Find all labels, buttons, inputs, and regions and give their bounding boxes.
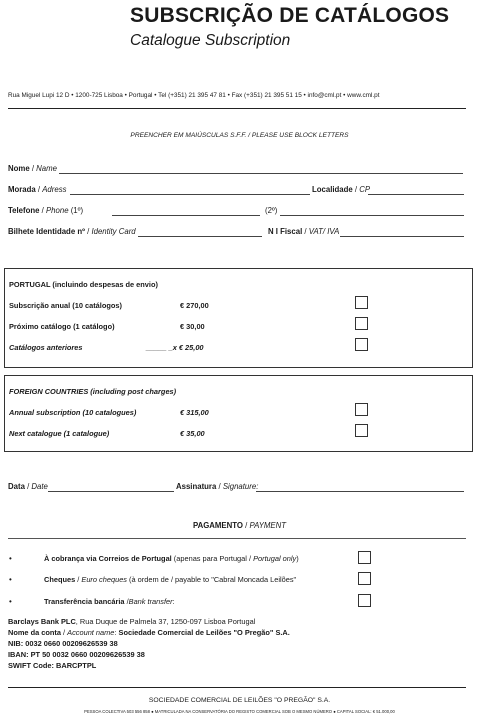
phone2-field[interactable] <box>280 215 464 216</box>
pt-next-label: Próximo catálogo (1 catálogo) <box>9 322 115 331</box>
id-card-field[interactable] <box>138 236 262 237</box>
pt-annual-label: Subscrição anual (10 catálogos) <box>9 301 122 310</box>
payment-heading: PAGAMENTO / PAYMENT <box>192 521 286 530</box>
foreign-annual-checkbox[interactable] <box>355 403 368 416</box>
pt-annual-price: € 270,00 <box>180 301 209 310</box>
bank-nib: NIB: 0032 0660 00209626539 38 <box>8 639 118 648</box>
page-title: SUBSCRIÇÃO DE CATÁLOGOS <box>130 4 450 27</box>
foreign-heading: FOREIGN COUNTRIES (including post charges) <box>9 387 177 396</box>
name-field[interactable] <box>59 173 463 174</box>
bullet-icon: • <box>9 597 12 606</box>
locality-field[interactable] <box>368 194 464 195</box>
name-label: Nome / Name <box>8 164 57 173</box>
payment-transfer-checkbox[interactable] <box>358 594 371 607</box>
pt-annual-checkbox[interactable] <box>355 296 368 309</box>
phone-label: Telefone / Phone (1º) <box>8 206 84 215</box>
date-field[interactable] <box>48 491 174 492</box>
bank-address: Barclays Bank PLC, Rua Duque de Palmela 37, 1250-097 Lisboa Portugal <box>8 617 256 626</box>
portugal-heading: PORTUGAL (incluindo despesas de envio) <box>9 280 158 289</box>
vat-field[interactable] <box>340 236 464 237</box>
address-field[interactable] <box>70 194 310 195</box>
bullet-icon: • <box>9 575 12 584</box>
bank-swift: SWIFT Code: BARCPTPL <box>8 661 97 670</box>
phone1-field[interactable] <box>112 215 260 216</box>
foreign-annual-label: Annual subscription (10 catalogues) <box>9 408 137 417</box>
pt-previous-price: _____ _x € 25,00 <box>146 343 204 352</box>
id-card-label: Bilhete Identidade nº / Identity Card <box>8 227 136 236</box>
footer-company: SOCIEDADE COMERCIAL DE LEILÕES "O PREGÃO" S.A. <box>148 697 331 704</box>
payment-cod-checkbox[interactable] <box>358 551 371 564</box>
payment-cheque-checkbox[interactable] <box>358 572 371 585</box>
block-letters-note: PREENCHER EM MAIÚSCULAS S.F.F. / PLEASE USE BLOCK LETTERS <box>130 132 349 139</box>
footer-legal: PESSOA COLECTIVA 503 556 858 ● MATRICULADA NA CONSERVATÓRIA DO REGISTO COMERCIAL SOB O MESMO NÚMERO ● CAPITAL SOCIAL: € 51.000,00 <box>84 709 395 714</box>
signature-field[interactable] <box>256 491 464 492</box>
date-label: Data / Date <box>8 482 48 491</box>
signature-label: Assinatura / Signature: <box>176 482 259 491</box>
payment-divider <box>8 538 466 539</box>
locality-label: Localidade / CP <box>312 185 371 194</box>
foreign-annual-price: € 315,00 <box>180 408 209 417</box>
payment-option-transfer: Transferência bancária /Bank transfer: <box>44 597 175 606</box>
bank-iban: IBAN: PT 50 0032 0660 00209626539 38 <box>8 650 145 659</box>
foreign-next-price: € 35,00 <box>180 429 205 438</box>
pt-next-checkbox[interactable] <box>355 317 368 330</box>
payment-option-cheque: Cheques / Euro cheques (à ordem de / payable to "Cabral Moncada Leilões" <box>44 575 297 584</box>
contact-address: Rua Miguel Lupi 12 D • 1200-725 Lisboa • Portugal • Tel (+351) 21 395 47 81 • Fax (+351) 21 395 51 15 • info@cml.pt • www.cml.pt <box>8 92 380 99</box>
bank-account-name: Nome da conta / Account name: Sociedade Comercial de Leilões "O Pregão" S.A. <box>8 628 290 637</box>
header-divider <box>8 108 466 109</box>
foreign-next-label: Next catalogue (1 catalogue) <box>9 429 110 438</box>
foreign-next-checkbox[interactable] <box>355 424 368 437</box>
address-label: Morada / Adress <box>8 185 67 194</box>
phone2-label: (2º) <box>265 206 278 215</box>
page-subtitle: Catalogue Subscription <box>130 32 291 49</box>
pt-next-price: € 30,00 <box>180 322 205 331</box>
bullet-icon: • <box>9 554 12 563</box>
vat-label: N I Fiscal / VAT/ IVA <box>268 227 340 236</box>
pt-previous-label: Catálogos anteriores <box>9 343 83 352</box>
payment-option-cod: À cobrança via Correios de Portugal (apenas para Portugal / Portugal only) <box>44 554 299 563</box>
footer-divider <box>8 687 466 688</box>
pt-previous-checkbox[interactable] <box>355 338 368 351</box>
